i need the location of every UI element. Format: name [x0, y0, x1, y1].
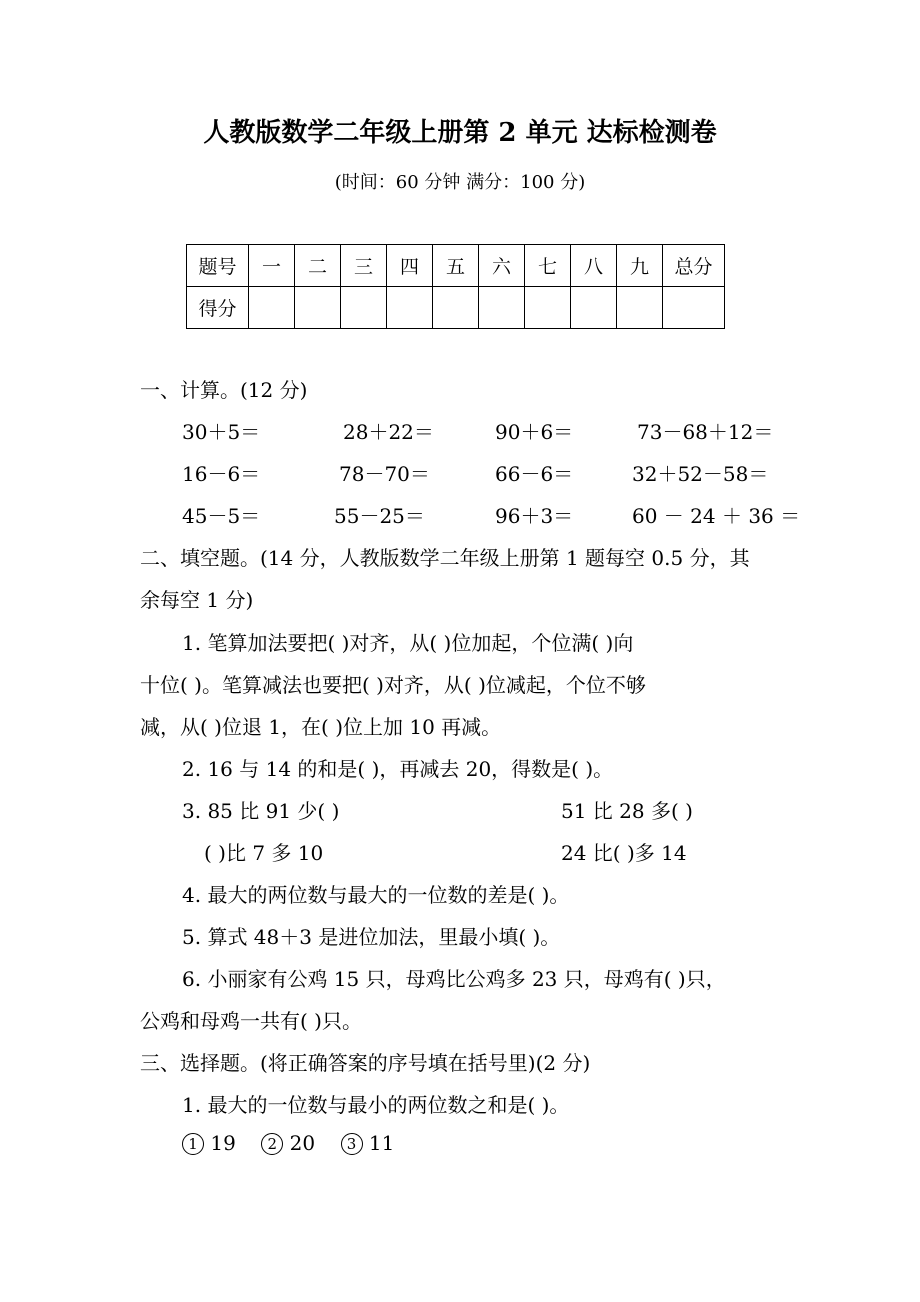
calc-item: 90＋6＝ [495, 420, 574, 444]
calc-item: 16－6＝ [182, 462, 261, 486]
table-cell: 八 [571, 245, 617, 287]
question-1: 1. 笔算加法要把( )对齐，从( )位加起，个位满( )向 [182, 631, 634, 655]
table-cell: 题号 [187, 245, 249, 287]
exam-info: (时间：60 分钟 满分：100 分) [334, 172, 586, 193]
score-table-header-row [187, 245, 725, 287]
calc-item: 73－68＋12＝ [637, 420, 774, 444]
score-table [186, 244, 725, 329]
question-1: 1. 最大的一位数与最小的两位数之和是( )。 [182, 1093, 570, 1117]
table-cell: 得分 [187, 287, 249, 329]
table-cell: 四 [387, 245, 433, 287]
score-input-cell[interactable] [617, 287, 663, 329]
question-3c: ( )比 7 多 10 [204, 841, 324, 865]
option-text: 19 [210, 1131, 236, 1155]
option-text: 11 [368, 1131, 395, 1155]
question-2: 2. 16 与 14 的和是( )，再减去 20，得数是( )。 [182, 757, 614, 781]
score-table-score-row [187, 287, 725, 329]
question-6-cont: 公鸡和母鸡一共有( )只。 [140, 1009, 362, 1033]
score-input-cell[interactable] [663, 287, 725, 329]
option-b[interactable] [261, 1131, 321, 1155]
question-1-cont: 十位( )。笔算减法也要把( )对齐，从( )位减起，个位不够 [140, 673, 646, 697]
calc-item: 30＋5＝ [182, 420, 261, 444]
question-3d: 24 比( )多 14 [561, 841, 687, 865]
score-input-cell[interactable] [249, 287, 295, 329]
table-cell: 五 [433, 245, 479, 287]
score-input-cell[interactable] [341, 287, 387, 329]
circled-number-icon: 2 [261, 1133, 283, 1155]
circled-number-icon: 1 [182, 1133, 204, 1155]
score-input-cell[interactable] [387, 287, 433, 329]
calc-item: 96＋3＝ [495, 504, 574, 528]
answer-options [182, 1131, 394, 1155]
table-cell: 七 [525, 245, 571, 287]
calc-item: 66－6＝ [495, 462, 574, 486]
table-cell: 六 [479, 245, 525, 287]
question-5: 5. 算式 48＋3 是进位加法，里最小填( )。 [182, 925, 561, 949]
score-input-cell[interactable] [433, 287, 479, 329]
calc-item: 55－25＝ [334, 504, 425, 528]
score-input-cell[interactable] [295, 287, 341, 329]
option-text: 20 [289, 1131, 316, 1155]
table-cell: 三 [341, 245, 387, 287]
page-title: 人教版数学二年级上册第 2 单元 达标检测卷 [203, 118, 717, 148]
table-cell: 二 [295, 245, 341, 287]
question-3a: 3. 85 比 91 少( ) [182, 799, 340, 823]
table-cell: 九 [617, 245, 663, 287]
question-6: 6. 小丽家有公鸡 15 只，母鸡比公鸡多 23 只，母鸡有( )只， [182, 967, 726, 991]
section-heading-cont: 余每空 1 分) [140, 588, 254, 612]
section-heading: 三、选择题。(将正确答案的序号填在括号里)(2 分) [140, 1051, 591, 1075]
question-3b: 51 比 28 多( ) [561, 799, 693, 823]
score-input-cell[interactable] [479, 287, 525, 329]
section-heading: 一、计算。(12 分) [140, 378, 308, 402]
calc-item: 32＋52－58＝ [632, 462, 769, 486]
table-cell: 一 [249, 245, 295, 287]
section-heading: 二、填空题。(14 分，人教版数学二年级上册第 1 题每空 0.5 分，其 [140, 546, 750, 570]
circled-number-icon: 3 [341, 1133, 363, 1155]
question-4: 4. 最大的两位数与最大的一位数的差是( )。 [182, 883, 570, 907]
calc-item: 28＋22＝ [343, 420, 434, 444]
option-c[interactable] [341, 1131, 395, 1155]
question-1-cont: 减，从( )位退 1，在( )位上加 10 再减。 [140, 715, 502, 739]
score-input-cell[interactable] [571, 287, 617, 329]
table-cell: 总分 [663, 245, 725, 287]
calc-item: 45－5＝ [182, 504, 261, 528]
calc-item: 60 － 24 ＋ 36 ＝ [632, 504, 801, 528]
calc-item: 78－70＝ [339, 462, 430, 486]
option-a[interactable] [182, 1131, 242, 1155]
score-input-cell[interactable] [525, 287, 571, 329]
